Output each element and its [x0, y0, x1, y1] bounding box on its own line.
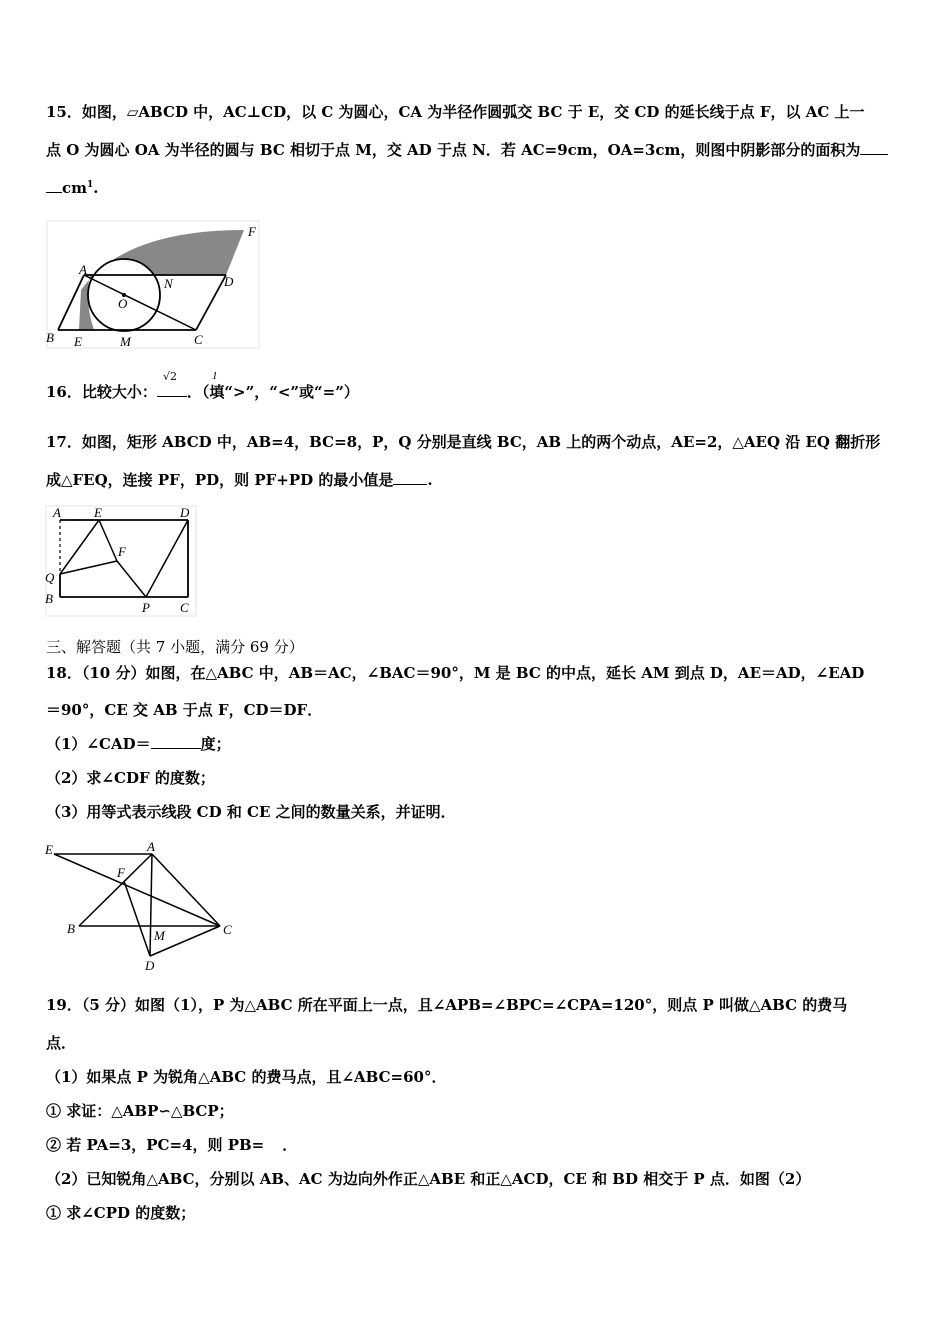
q17-line2 — [46, 470, 433, 490]
q18-part1-text: （1）∠CAD＝ — [46, 735, 151, 753]
q19-line1: 19．（5 分）如图（1），P 为△ABC 所在平面上一点，且∠APB=∠BPC=∠CPA=120°，则点 P 叫做△ABC 的费马 — [46, 996, 848, 1014]
answer-blank — [860, 140, 888, 155]
q15-line2-text: 点 O 为圆心 OA 为半径的圆与 BC 相切于点 M，交 AD 于点 N．若 AC=9cm，OA=3cm，则图中阴影部分的面积为 — [46, 141, 861, 159]
q19-line2: 点． — [46, 1034, 77, 1052]
q15-figure — [44, 220, 264, 352]
q16-one: 1 — [212, 370, 218, 382]
label-a: A — [79, 262, 87, 277]
label-n: N — [164, 276, 173, 291]
q16-sqrt2: √2 — [163, 370, 178, 383]
label-p: P — [142, 600, 150, 615]
label-f: F — [248, 224, 256, 239]
answer-blank — [157, 382, 187, 397]
q19-part1: （1）如果点 P 为锐角△ABC 的费马点，且∠ABC=60°． — [46, 1068, 447, 1086]
label-m: M — [120, 334, 131, 349]
q19-part2-1: ① 求∠CPD 的度数； — [46, 1204, 196, 1222]
q17-line2-text: 成△FEQ，连接 PF，PD，则 PF+PD 的最小值是 — [46, 471, 394, 489]
q15-line1: 15．如图，▱ABCD 中，AC⊥CD，以 C 为圆心，CA 为半径作圆弧交 BC 于 E，交 CD 的延长线于点 F，以 AC 上一 — [46, 103, 865, 121]
label-d: D — [224, 274, 234, 289]
q16-suffix: ．（填“>”，“<”或“=”） — [186, 383, 359, 401]
q19-part2: （2）已知锐角△ABC，分别以 AB、AC 为边向外作正△ABE 和正△ACD，CE 和 BD 相交于 P 点．如图（2） — [46, 1170, 811, 1188]
label-e: E — [74, 334, 82, 349]
section-title: 三、解答题（共 7 小题，满分 69 分） — [46, 638, 304, 656]
q18-figure — [42, 838, 242, 976]
q18-part3: （3）用等式表示线段 CD 和 CE 之间的数量关系，并证明． — [46, 803, 456, 821]
q19-part1-2-text: ② 若 PA=3，PC=4，则 PB= — [46, 1136, 265, 1154]
label-a: A — [147, 839, 155, 854]
q16-prefix: 16．比较大小： — [46, 383, 157, 401]
label-b: B — [46, 330, 54, 345]
label-m: M — [154, 928, 165, 943]
q18-part2: （2）求∠CDF 的度数； — [46, 769, 215, 787]
label-c: C — [194, 332, 203, 347]
label-b: B — [67, 921, 75, 936]
q15-unit-sup: 1 — [87, 180, 94, 190]
label-d: D — [180, 505, 190, 520]
label-o: O — [118, 296, 128, 311]
q15-line2 — [46, 140, 888, 160]
q15-line3 — [46, 178, 99, 198]
q18-line1: 18．（10 分）如图，在△ABC 中，AB＝AC，∠BAC＝90°，M 是 BC 的中点，延长 AM 到点 D，AE＝AD，∠EAD — [46, 664, 865, 682]
q18-part1 — [46, 734, 231, 754]
q15-end: . — [93, 179, 99, 197]
label-a: A — [53, 505, 61, 520]
label-f: F — [117, 865, 125, 880]
label-q: Q — [45, 570, 55, 585]
answer-blank — [151, 734, 201, 749]
label-e: E — [45, 842, 53, 857]
q16-line — [46, 382, 359, 402]
label-c: C — [180, 600, 189, 615]
label-c: C — [223, 922, 232, 937]
q17-figure — [42, 504, 198, 618]
q18-part1-end: 度； — [200, 735, 231, 753]
q19-part1-1: ① 求证：△ABP∽△BCP； — [46, 1102, 234, 1120]
q18-line2: ＝90°，CE 交 AB 于点 F，CD＝DF． — [46, 701, 323, 719]
q17-line1: 17．如图，矩形 ABCD 中，AB=4，BC=8，P，Q 分别是直线 BC，AB 上的两个动点，AE=2，△AEQ 沿 EQ 翻折形 — [46, 433, 881, 451]
q19-part1-2-end: ． — [282, 1136, 298, 1154]
q17-end: . — [427, 471, 433, 489]
q15-unit: cm — [62, 179, 88, 197]
answer-blank — [46, 178, 62, 193]
label-b: B — [45, 591, 53, 606]
label-f: F — [118, 544, 126, 559]
q19-part1-2 — [46, 1135, 297, 1155]
answer-blank — [393, 470, 427, 485]
label-e: E — [94, 505, 102, 520]
label-d: D — [145, 958, 155, 973]
